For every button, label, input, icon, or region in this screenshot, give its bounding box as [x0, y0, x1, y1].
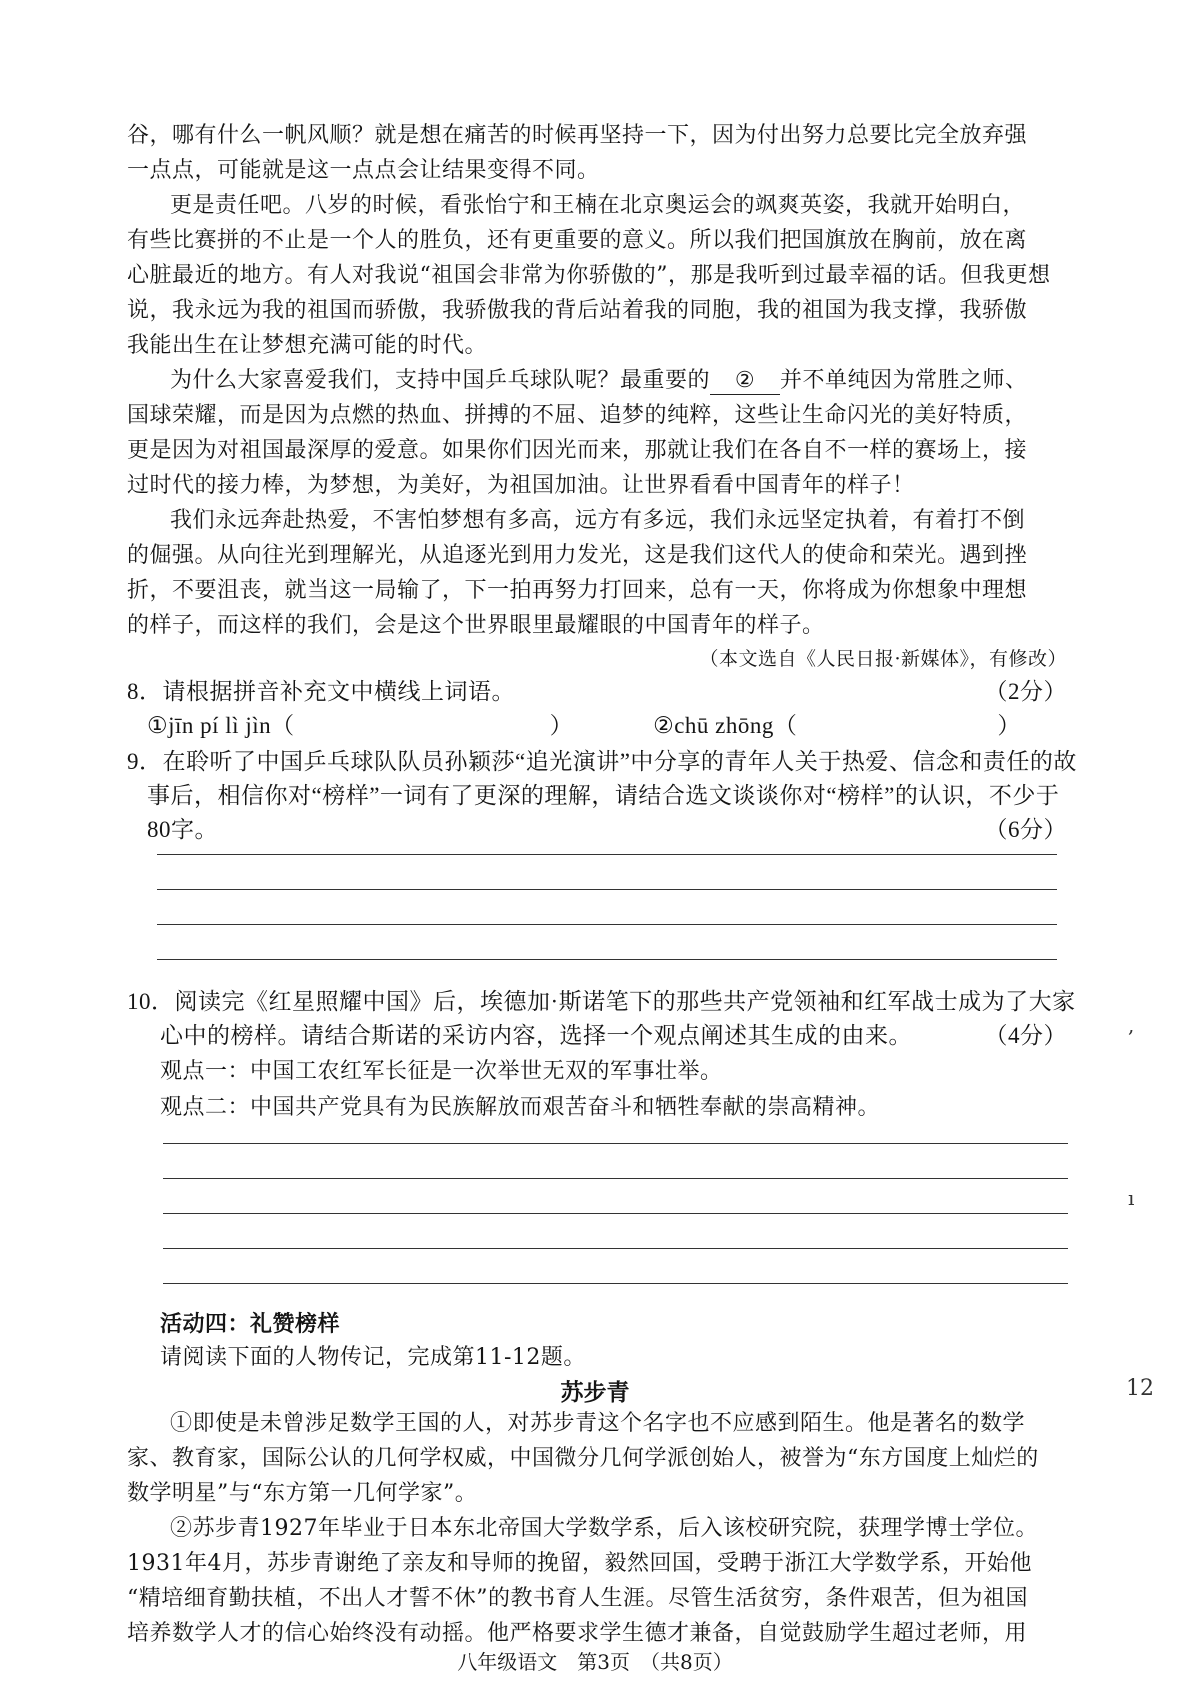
- passage-line: 有些比赛拼的不止是一个人的胜负，还有更重要的意义。所以我们把国旗放在胸前，放在离: [127, 228, 1028, 253]
- passage-line: 的样子，而这样的我们，会是这个世界眼里最耀眼的中国青年的样子。: [127, 613, 825, 638]
- activity-instruction: 请阅读下面的人物传记，完成第11-12题。: [160, 1345, 586, 1370]
- viewpoint-2: 观点二：中国共产党具有为民族解放而艰苦奋斗和牺牲奉献的崇高精神。: [160, 1095, 881, 1120]
- paren-close: ）: [549, 713, 574, 738]
- fill-blank-2: ②: [710, 368, 780, 395]
- question-10-line: [160, 1018, 1067, 1054]
- passage-line: 一点点，可能就是这一点点会让结果变得不同。: [127, 158, 600, 183]
- biography-line: “精培细育勤扶植，不出人才誓不休”的教书育人生涯。尽管生活贫穷，条件艰苦，但为祖国: [127, 1586, 1028, 1611]
- pinyin-item-2: ②chū zhōng（: [653, 713, 798, 738]
- paren-close: ）: [997, 713, 1021, 738]
- question-9-line: 9．在聆听了中国乒乓球队队员孙颖莎“追光演讲”中分享的青年人关于热爱、信念和责任的故: [127, 749, 1077, 774]
- answer-line[interactable]: [163, 1248, 1068, 1249]
- passage-line: 的倔强。从向往光到理解光，从追逐光到用力发光，这是我们这代人的使命和荣光。遇到挫: [127, 543, 1028, 568]
- answer-line[interactable]: [163, 1283, 1068, 1284]
- passage-line: [170, 363, 1067, 399]
- question-8: [127, 674, 1067, 710]
- passage-line: 我能出生在让梦想充满可能的时代。: [127, 333, 488, 358]
- question-score: （6分）: [984, 817, 1067, 842]
- page-footer: 八年级语文 第3页 （共8页）: [457, 1650, 733, 1674]
- question-text: 心中的榜样。请结合斯诺的采访内容，选择一个观点阐述其生成的由来。: [160, 1023, 912, 1048]
- biography-line: 1931年4月，苏步青谢绝了亲友和导师的挽留，毅然回国，受聘于浙江大学数学系，开始他: [127, 1551, 1032, 1576]
- margin-mark: ı: [1128, 1186, 1135, 1210]
- passage-line: 心脏最近的地方。有人对我说“祖国会非常为你骄傲的”，那是我听到过最幸福的话。但我更想: [127, 263, 1051, 288]
- passage-line: 更是责任吧。八岁的时候，看张怡宁和王楠在北京奥运会的飒爽英姿，我就开始明白，: [170, 193, 1026, 218]
- passage-text: 为什么大家喜爱我们，支持中国乒乓球队呢？最重要的: [170, 368, 711, 393]
- question-text: 80字。: [147, 817, 218, 842]
- question-score: （2分）: [984, 679, 1067, 704]
- answer-line[interactable]: [163, 1213, 1068, 1214]
- source-citation: （本文选自《人民日报·新媒体》，有修改）: [699, 648, 1067, 670]
- biography-line: ②苏步青1927年毕业于日本东北帝国大学数学系，后入该校研究院，获理学博士学位。: [170, 1516, 1038, 1541]
- answer-line[interactable]: [157, 959, 1057, 960]
- biography-title: 苏步青: [560, 1379, 630, 1406]
- viewpoint-1: 观点一：中国工农红军长征是一次举世无双的军事壮举。: [160, 1059, 723, 1084]
- answer-line[interactable]: [157, 924, 1057, 925]
- biography-line: 家、教育家，国际公认的几何学权威，中国微分几何学派创始人，被誉为“东方国度上灿烂的: [127, 1446, 1039, 1471]
- answer-line[interactable]: [163, 1178, 1068, 1179]
- margin-mark: 12: [1126, 1376, 1154, 1401]
- passage-text: 并不单纯因为常胜之师、: [780, 368, 1028, 393]
- passage-line: 国球荣耀，而是因为点燃的热血、拼搏的不屈、追梦的纯粹，这些让生命闪光的美好特质，: [127, 403, 1028, 428]
- question-score: （4分）: [984, 1023, 1067, 1048]
- passage-line: 谷，哪有什么一帆风顺？就是想在痛苦的时候再坚持一下，因为付出努力总要比完全放弃强: [127, 123, 1028, 148]
- answer-line[interactable]: [163, 1143, 1068, 1144]
- passage-line: 我们永远奔赴热爱，不害怕梦想有多高，远方有多远，我们永远坚定执着，有着打不倒: [170, 508, 1026, 533]
- biography-line: ①即使是未曾涉足数学王国的人，对苏步青这个名字也不应感到陌生。他是著名的数学: [170, 1411, 1026, 1436]
- question-9-line: [147, 812, 1067, 848]
- biography-line: 数学明星”与“东方第一几何学家”。: [127, 1481, 478, 1506]
- question-text: 8．请根据拼音补充文中横线上词语。: [127, 679, 515, 704]
- activity-heading: 活动四：礼赞榜样: [160, 1311, 341, 1337]
- answer-line[interactable]: [157, 854, 1057, 855]
- margin-mark: ,: [1128, 1013, 1135, 1037]
- answer-line[interactable]: [157, 889, 1057, 890]
- pinyin-item-1: ①jīn pí lì jìn（: [147, 713, 295, 738]
- passage-line: 过时代的接力棒，为梦想，为美好，为祖国加油。让世界看看中国青年的样子！: [127, 473, 915, 498]
- biography-line: 培养数学人才的信心始终没有动摇。他严格要求学生德才兼备，自觉鼓励学生超过老师，用: [127, 1621, 1028, 1646]
- question-9-line: 事后，相信你对“榜样”一词有了更深的理解，请结合选文谈谈你对“榜样”的认识，不少于: [147, 783, 1060, 808]
- question-10-line: 10．阅读完《红星照耀中国》后，埃德加·斯诺笔下的那些共产党领袖和红军战士成为了大家: [127, 989, 1076, 1014]
- question-8-items: [147, 708, 1087, 744]
- passage-line: 更是因为对祖国最深厚的爱意。如果你们因光而来，那就让我们在各自不一样的赛场上，接: [127, 438, 1028, 463]
- passage-line: 说，我永远为我的祖国而骄傲，我骄傲我的背后站着我的同胞，我的祖国为我支撑，我骄傲: [127, 298, 1028, 323]
- passage-line: 折，不要沮丧，就当这一局输了，下一拍再努力打回来，总有一天，你将成为你想象中理想: [127, 578, 1028, 603]
